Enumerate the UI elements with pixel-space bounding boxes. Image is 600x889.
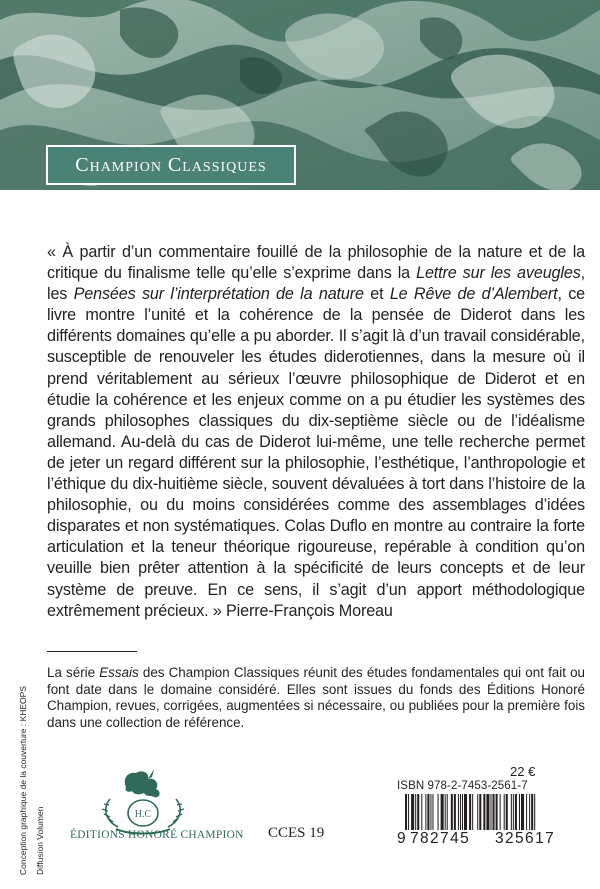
distribution-credit: Diffusion Volumen — [35, 806, 45, 875]
barcode-digits — [397, 830, 587, 852]
barcode-bar — [427, 794, 429, 830]
barcode-bar — [479, 794, 481, 830]
barcode-bar — [445, 794, 446, 830]
blurb-open: « À partir d’un commentaire fouillé de la philosophie de la nature et de la critique du finalisme telle qu’elle s’exprime dans la — [47, 243, 585, 283]
barcode-bar — [417, 794, 419, 830]
barcode-bar — [511, 794, 512, 830]
blurb-sep-2: et — [363, 285, 390, 304]
barcode-digits-left: 782745 — [410, 830, 471, 847]
barcode-bar — [460, 794, 461, 830]
price: 22 € — [510, 764, 536, 779]
barcode-bar — [513, 794, 514, 830]
barcode-bar — [438, 794, 439, 830]
section-divider — [47, 651, 137, 652]
barcode-bar — [490, 794, 491, 830]
series-note-essais: Essais — [99, 665, 139, 680]
cover-design-credit: Conception graphique de la couverture : KHEOPS — [18, 685, 28, 875]
barcode-bar — [486, 794, 489, 830]
barcode-bar — [430, 794, 431, 830]
series-name: Champion Classiques — [75, 153, 267, 176]
barcode-bar — [493, 794, 495, 830]
barcode-bar — [504, 794, 505, 830]
barcode-bar — [477, 794, 478, 830]
series-banner — [46, 145, 296, 185]
barcode-bar — [519, 794, 520, 830]
barcode-bar — [415, 794, 416, 830]
barcode-bar — [432, 794, 433, 830]
back-cover-blurb — [47, 242, 585, 622]
barcode-bar — [458, 794, 459, 830]
blurb-sep-1: , les — [47, 264, 585, 304]
collection-code: CCES 19 — [268, 825, 325, 841]
barcode-bar — [529, 794, 530, 830]
logo-monogram: H.C — [134, 809, 152, 820]
barcode-bar — [515, 794, 517, 830]
barcode-bar — [462, 794, 463, 830]
isbn-label: ISBN 978-2-7453-2561-7 — [397, 780, 528, 792]
barcode-bar — [496, 794, 498, 830]
series-note-before: La série — [47, 665, 100, 680]
barcode-digit-first: 9 — [397, 830, 408, 847]
blurb-rest: , ce livre montre l’unité et la cohérence de la pensée de Diderot dans les différents domaines qu’elle a pu aborder. Il s’agit là d’un travail considérable, susceptible de renouveler les études diderotiennes, dans la mesure où il prend véritablement au sérieux l’œuvre philosophique de Diderot et en étudie la cohérence et les enjeux comme on a pu étudier les systèmes des grands philosophes classiques du dix-septième siècle ou de l’idéalisme allemand. Au-delà du cas de Diderot lui-même, une telle recherche permet de jeter un regard différent sur la philosophie, l’esthétique, l’anthropologie et l’éthique du dix-huitième siècle, souvent dévaluées à tort dans l’histoire de la philosophie, ou du moins considérées comme des assemblages d’idées disparates et non systématiques. Colas Duflo en montre au contraire la forte articulation et la teneur théorique rigoureuse, repérable à condition qu’on veuille bien prêter attention à la spécificité de leurs concepts et de leur système de preuve. En ce sens, il s’agit d’un apport méthodologique extrêmement précieux. » Pierre-François Moreau — [47, 285, 585, 620]
barcode-bar — [421, 794, 422, 830]
barcode-bar — [483, 794, 485, 830]
barcode-bar — [464, 794, 467, 830]
barcode-bar — [454, 794, 456, 830]
barcode-bar — [521, 794, 524, 830]
barcode-bar — [447, 794, 448, 830]
blurb-title-reve: Le Rêve de d’Alembert — [389, 285, 558, 304]
barcode-bar — [526, 794, 527, 830]
series-note-after: des Champion Classiques réunit des études fondamentales qui ont fait ou font date dans le domaine considéré. Elles sont issues du fonds des Éditions Honoré Champion, revues, corrigées, augmentées si nécessaire, ou publiées pour la première fois dans une collection de référence. — [47, 665, 586, 730]
barcode-bar — [451, 794, 453, 830]
barcode-digits-right: 325617 — [495, 830, 556, 847]
series-note — [47, 665, 585, 731]
barcode-bar — [425, 794, 426, 830]
publisher-name: ÉDITIONS HONORÉ CHAMPION — [70, 829, 244, 841]
barcode-bar — [411, 794, 414, 830]
blurb-title-lettre: Lettre sur les aveugles — [416, 264, 581, 283]
barcode-bar — [506, 794, 508, 830]
barcode-bar — [500, 794, 501, 830]
barcode-bar — [441, 794, 444, 830]
blurb-title-pensees: Pensées sur l’interprétation de la nature — [73, 285, 364, 304]
